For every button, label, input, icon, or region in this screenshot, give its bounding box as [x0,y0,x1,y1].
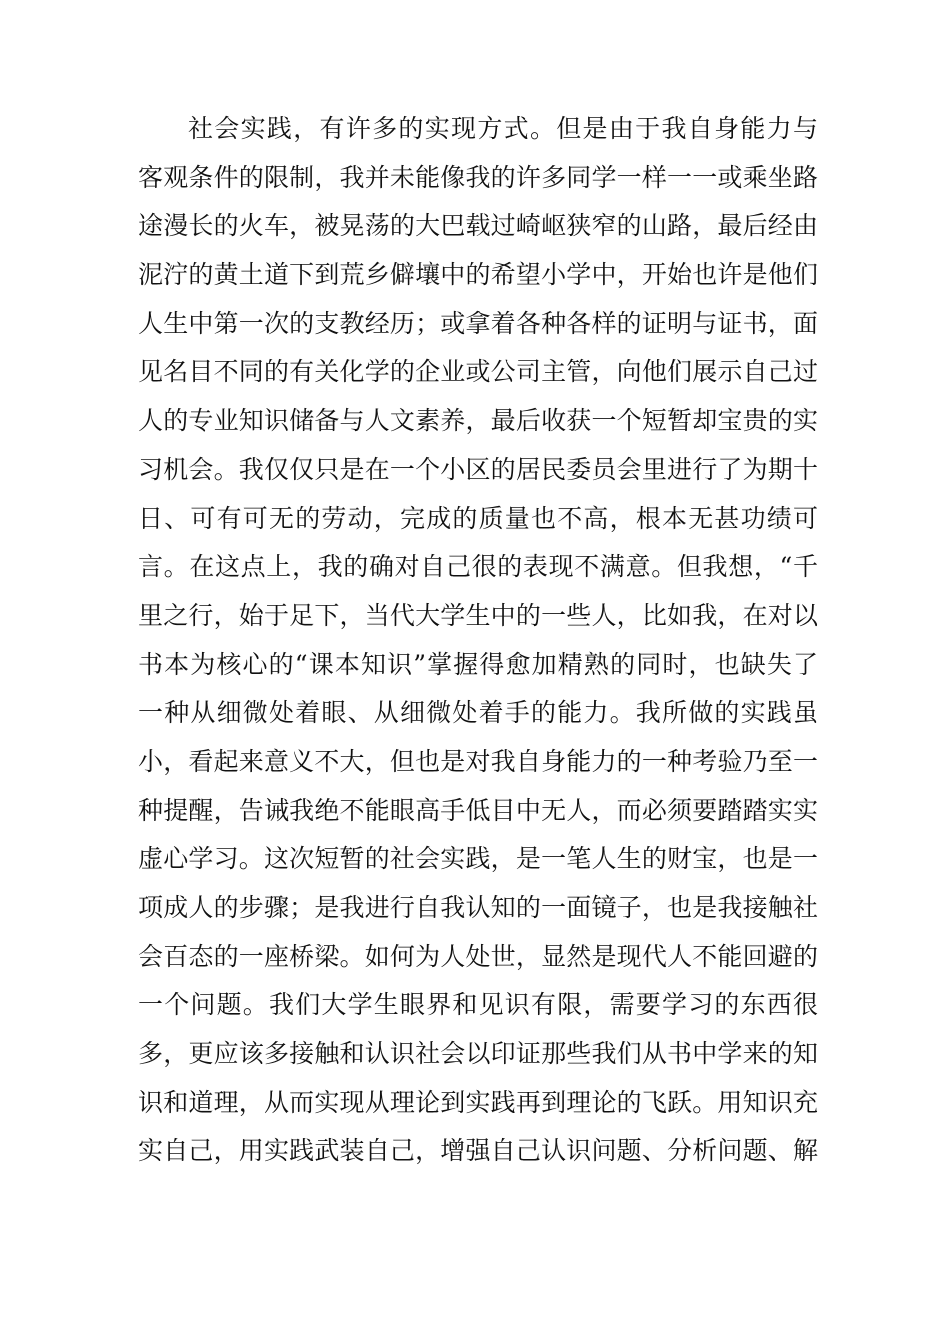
text-line: 项成人的步骤；是我进行自我认知的一面镜子，也是我接触社 [138,893,818,922]
text-line: 虚心学习。这次短暂的社会实践，是一笔人生的财宝，也是一 [138,844,818,874]
text-line: 泥泞的黄土道下到荒乡僻壤中的希望小学中，开始也许是他们 [138,260,818,290]
text-line: 言。在这点上，我的确对自己很的表现不满意。但我想，“千 [138,552,818,582]
text-line: 一种从细微处着眼、从细微处着手的能力。我所做的实践虽 [138,698,818,728]
text-line: 书本为核心的“课本知识”掌握得愈加精熟的同时，也缺失了 [138,649,818,679]
text-line: 一个问题。我们大学生眼界和见识有限，需要学习的东西很 [138,990,818,1020]
text-line: 里之行，始于足下，当代大学生中的一些人，比如我，在对以 [138,600,818,630]
text-line: 习机会。我仅仅只是在一个小区的居民委员会里进行了为期十 [138,454,818,484]
text-line: 人生中第一次的支教经历；或拿着各种各样的证明与证书，面 [138,308,818,338]
text-line: 见名目不同的有关化学的企业或公司主管，向他们展示自己过 [138,357,818,387]
body-paragraph [138,105,818,1176]
text-line: 人的专业知识储备与人文素养，最后收获一个短暂却宝贵的实 [138,406,818,436]
text-line: 社会实践，有许多的实现方式。但是由于我自身能力与 [188,114,818,143]
text-line: 实自己，用实践武装自己，增强自己认识问题、分析问题、解 [138,1136,818,1166]
text-line: 途漫长的火车，被晃荡的大巴载过崎岖狭窄的山路，最后经由 [138,211,818,241]
text-line: 日、可有可无的劳动，完成的质量也不高，根本无甚功绩可 [138,503,818,533]
text-line: 会百态的一座桥梁。如何为人处世，显然是现代人不能回避的 [138,941,818,971]
text-line: 种提醒，告诫我绝不能眼高手低目中无人，而必须要踏踏实实 [138,795,818,825]
text-line: 小，看起来意义不大，但也是对我自身能力的一种考验乃至一 [138,746,818,776]
text-line: 多，更应该多接触和认识社会以印证那些我们从书中学来的知 [138,1039,818,1069]
text-line: 识和道理，从而实现从理论到实践再到理论的飞跃。用知识充 [138,1087,818,1117]
text-line: 客观条件的限制，我并未能像我的许多同学一样一一或乘坐路 [138,162,818,192]
